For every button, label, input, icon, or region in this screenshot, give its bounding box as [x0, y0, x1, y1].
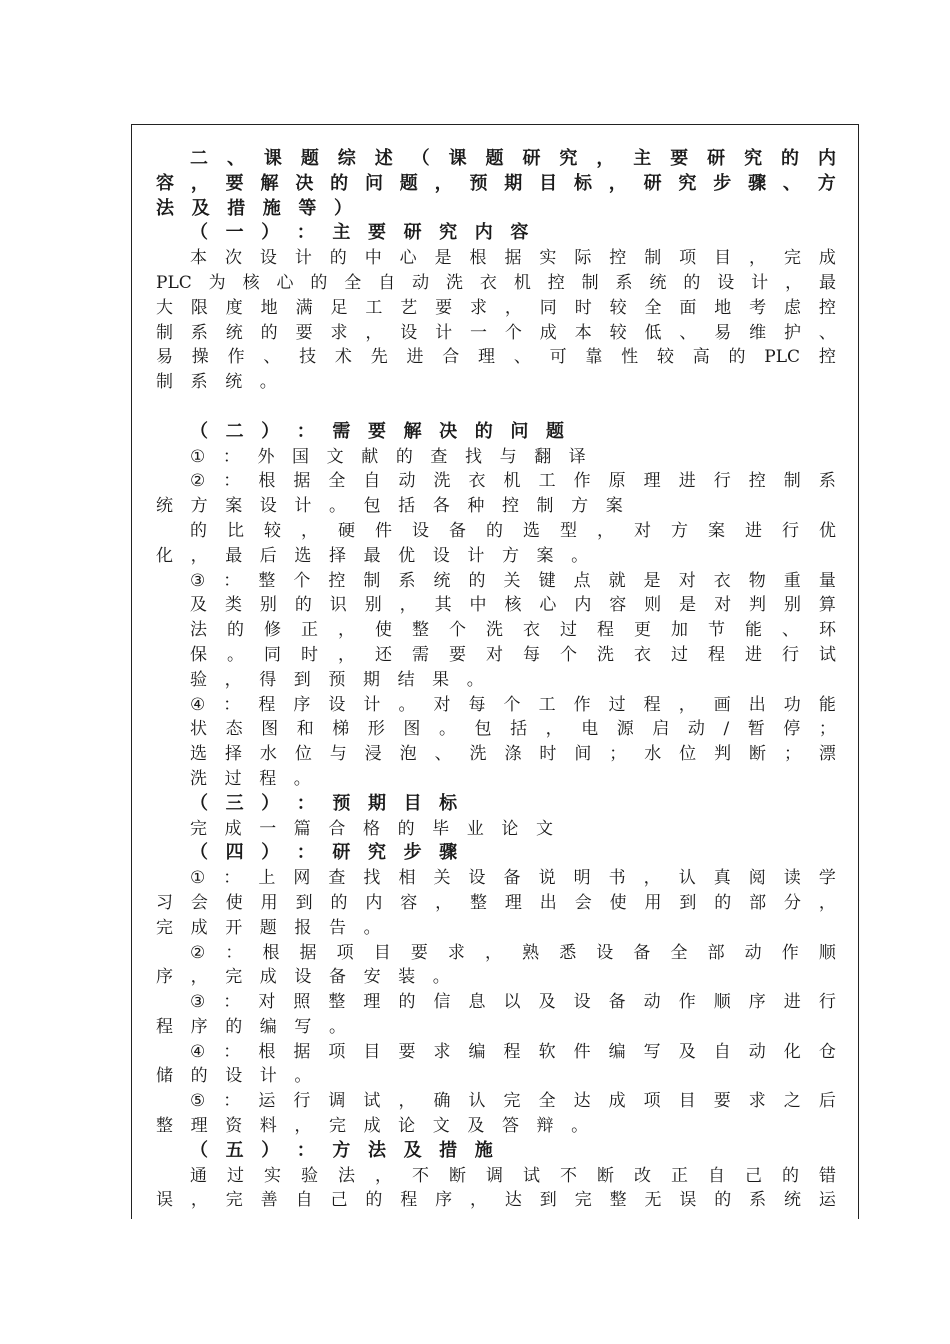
paragraph-line: 状 态 图 和 梯 形 图 。 包 括 ， 电 源 启 动 / 暂 停 ； [190, 719, 836, 740]
paragraph-line: 选 择 水 位 与 浸 泡 、 洗 涤 时 间 ； 水 位 判 断 ； 漂 [190, 744, 836, 765]
paragraph-line: 储 的 设 计 。 [156, 1066, 312, 1087]
subsection-title: （ 三 ） ： 预 期 目 标 [190, 792, 458, 814]
paragraph-line: 习 会 使 用 到 的 内 容 ， 整 理 出 会 使 用 到 的 部 分 ， [156, 892, 836, 913]
paragraph-line: 程 序 的 编 写 。 [156, 1016, 346, 1037]
paragraph-line: 化 ， 最 后 选 择 最 优 设 计 方 案 。 [156, 545, 589, 566]
paragraph-line: 易 操 作 、 技 术 先 进 合 理 、 可 靠 性 较 高 的 PLC 控 [156, 347, 836, 368]
document-frame [131, 124, 859, 1219]
paragraph-line: 及 类 别 的 识 别 ， 其 中 核 心 内 容 则 是 对 判 别 算 [190, 595, 836, 616]
paragraph-line: 完 成 一 篇 合 格 的 毕 业 论 文 [190, 818, 553, 839]
heading-line: 法 及 措 施 等 ） [156, 197, 352, 219]
document-content [156, 147, 836, 1213]
paragraph-line: ③ ： 整 个 控 制 系 统 的 关 键 点 就 是 对 衣 物 重 量 [190, 570, 836, 591]
paragraph-line: 统 方 案 设 计 。 包 括 各 种 控 制 方 案 [156, 496, 623, 517]
paragraph-line: 序 ， 完 成 设 备 安 装 。 [156, 967, 450, 988]
paragraph-line: ② ： 根 据 项 目 要 求 ， 熟 悉 设 备 全 部 动 作 顺 [190, 942, 836, 963]
spacer [156, 395, 836, 420]
paragraph-line: 通 过 实 验 法 ， 不 断 调 试 不 断 改 正 自 己 的 错 [190, 1165, 836, 1186]
subsection-title: （ 二 ） ： 需 要 解 决 的 问 题 [190, 420, 564, 442]
paragraph-line: 制 系 统 的 要 求 ， 设 计 一 个 成 本 较 低 、 易 维 护 、 [156, 322, 836, 343]
paragraph-line: 洗 过 程 。 [190, 768, 311, 789]
paragraph-line: 大 限 度 地 满 足 工 艺 要 求 ， 同 时 较 全 面 地 考 虑 控 [156, 297, 836, 318]
paragraph-line: ① ： 外 国 文 献 的 查 找 与 翻 译 [190, 446, 586, 467]
paragraph-line: 的 比 较 ， 硬 件 设 备 的 选 型 ， 对 方 案 进 行 优 [190, 520, 836, 541]
paragraph-line: ⑤ ： 运 行 调 试 ， 确 认 完 全 达 成 项 目 要 求 之 后 [190, 1091, 836, 1112]
paragraph-line: PLC 为 核 心 的 全 自 动 洗 衣 机 控 制 系 统 的 设 计 ， 最 [156, 272, 836, 293]
paragraph-line: 制 系 统 。 [156, 372, 277, 393]
heading-line: 容 ， 要 解 决 的 问 题 ， 预 期 目 标 ， 研 究 步 骤 、 方 [156, 172, 836, 194]
paragraph-line: ① ： 上 网 查 找 相 关 设 备 说 明 书 ， 认 真 阅 读 学 [190, 868, 836, 889]
paragraph-line: ④ ： 程 序 设 计 。 对 每 个 工 作 过 程 ， 画 出 功 能 [190, 694, 836, 715]
paragraph-line: ③ ： 对 照 整 理 的 信 息 以 及 设 备 动 作 顺 序 进 行 [190, 992, 836, 1013]
paragraph-line: 保 。 同 时 ， 还 需 要 对 每 个 洗 衣 过 程 进 行 试 [190, 644, 836, 665]
subsection-title: （ 四 ） ： 研 究 步 骤 [190, 842, 458, 864]
paragraph-line: ② ： 根 据 全 自 动 洗 衣 机 工 作 原 理 进 行 控 制 系 [190, 471, 836, 492]
paragraph-line: 验 ， 得 到 预 期 结 果 。 [190, 669, 484, 690]
paragraph-line: 法 的 修 正 ， 使 整 个 洗 衣 过 程 更 加 节 能 、 环 [190, 620, 836, 641]
paragraph-line: ④ ： 根 据 项 目 要 求 编 程 软 件 编 写 及 自 动 化 仓 [190, 1041, 836, 1062]
paragraph-line: 完 成 开 题 报 告 。 [156, 917, 381, 938]
paragraph-line: 本 次 设 计 的 中 心 是 根 据 实 际 控 制 项 目 ， 完 成 [190, 248, 836, 269]
paragraph-line: 整 理 资 料 ， 完 成 论 文 及 答 辩 。 [156, 1116, 589, 1137]
paragraph-line: 误 ， 完 善 自 己 的 程 序 ， 达 到 完 整 无 误 的 系 统 运 [156, 1190, 836, 1211]
heading-line: 二 、 课 题 综 述 （ 课 题 研 究 ， 主 要 研 究 的 内 [190, 148, 836, 169]
subsection-title: （ 五 ） ： 方 法 及 措 施 [190, 1139, 493, 1161]
subsection-title: （ 一 ） ： 主 要 研 究 内 容 [190, 222, 529, 244]
